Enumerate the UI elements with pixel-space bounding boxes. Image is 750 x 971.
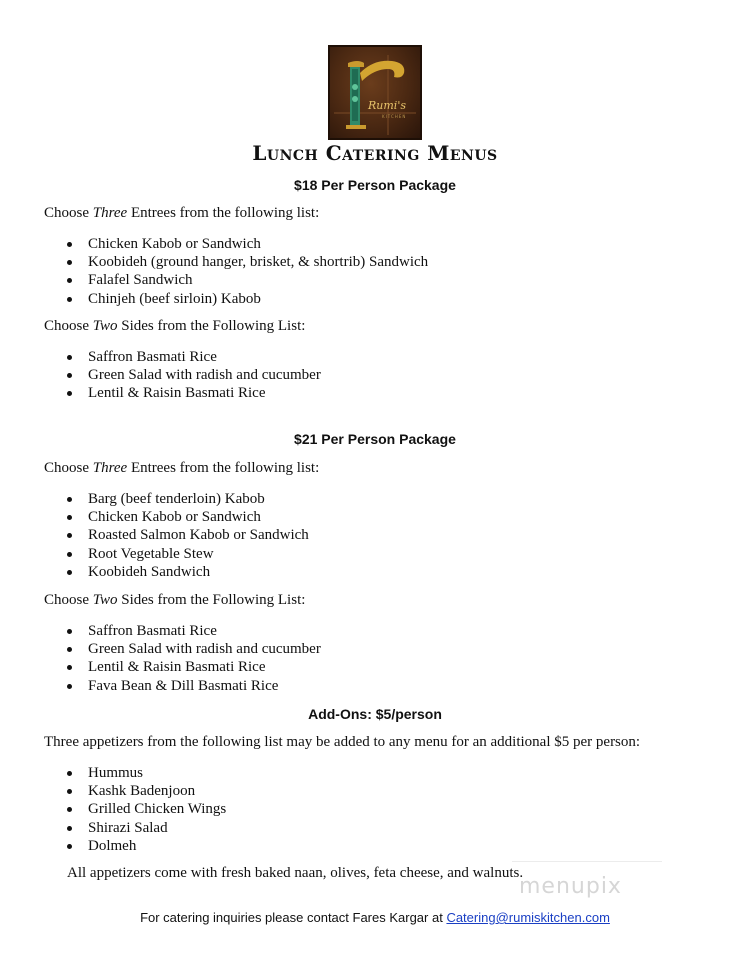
package-18-entrees-intro: Choose Three Entrees from the following list: xyxy=(44,205,320,221)
package-21-entrees-list xyxy=(0,490,309,581)
page-title: Lunch Catering Menus xyxy=(252,141,498,165)
list-item: Barg (beef tenderloin) Kabob xyxy=(0,490,309,508)
package-21-heading: $21 Per Person Package xyxy=(294,431,456,447)
package-21-sides-list xyxy=(0,622,321,695)
appetizers-note: All appetizers come with fresh baked naan, olives, feta cheese, and walnuts. xyxy=(67,865,524,881)
package-21-entrees-intro: Choose Three Entrees from the following list: xyxy=(44,460,320,476)
rumis-kitchen-logo xyxy=(328,45,422,140)
list-item: Fava Bean & Dill Basmati Rice xyxy=(0,677,321,695)
list-item: Chicken Kabob or Sandwich xyxy=(0,508,309,526)
list-item: Chicken Kabob or Sandwich xyxy=(0,235,428,253)
catering-email-link[interactable]: Catering@rumiskitchen.com xyxy=(446,910,610,925)
list-item: Koobideh (ground hanger, brisket, & shortrib) Sandwich xyxy=(0,253,428,271)
list-item: Chinjeh (beef sirloin) Kabob xyxy=(0,290,428,308)
package-18-sides-intro: Choose Two Sides from the Following List: xyxy=(44,318,306,334)
list-item: Green Salad with radish and cucumber xyxy=(0,366,321,384)
list-item: Grilled Chicken Wings xyxy=(0,800,226,818)
list-item: Lentil & Raisin Basmati Rice xyxy=(0,384,321,402)
list-item: Roasted Salmon Kabob or Sandwich xyxy=(0,526,309,544)
addons-heading: Add-Ons: $5/person xyxy=(308,706,442,722)
package-21-sides-intro: Choose Two Sides from the Following List: xyxy=(44,592,306,608)
list-item: Saffron Basmati Rice xyxy=(0,622,321,640)
list-item: Green Salad with radish and cucumber xyxy=(0,640,321,658)
addons-intro: Three appetizers from the following list may be added to any menu for an additional $5 per person: xyxy=(44,734,641,750)
list-item: Hummus xyxy=(0,764,226,782)
list-item: Kashk Badenjoon xyxy=(0,782,226,800)
watermark-divider xyxy=(512,861,662,862)
list-item: Shirazi Salad xyxy=(0,819,226,837)
list-item: Saffron Basmati Rice xyxy=(0,348,321,366)
addons-list xyxy=(0,764,226,855)
package-18-heading: $18 Per Person Package xyxy=(294,177,456,193)
list-item: Koobideh Sandwich xyxy=(0,563,309,581)
list-item: Root Vegetable Stew xyxy=(0,545,309,563)
package-18-sides-list xyxy=(0,348,321,403)
footer-contact: For catering inquiries please contact Fares Kargar at Catering@rumiskitchen.com xyxy=(140,910,610,925)
logo-brand-text: Rumi's xyxy=(368,99,406,112)
list-item: Dolmeh xyxy=(0,837,226,855)
package-18-entrees-list xyxy=(0,235,428,308)
list-item: Falafel Sandwich xyxy=(0,271,428,289)
logo-sub-text: KITCHEN xyxy=(382,114,407,119)
menupix-watermark: menupix xyxy=(519,874,622,899)
logo-letter-r-icon xyxy=(330,47,420,138)
list-item: Lentil & Raisin Basmati Rice xyxy=(0,658,321,676)
